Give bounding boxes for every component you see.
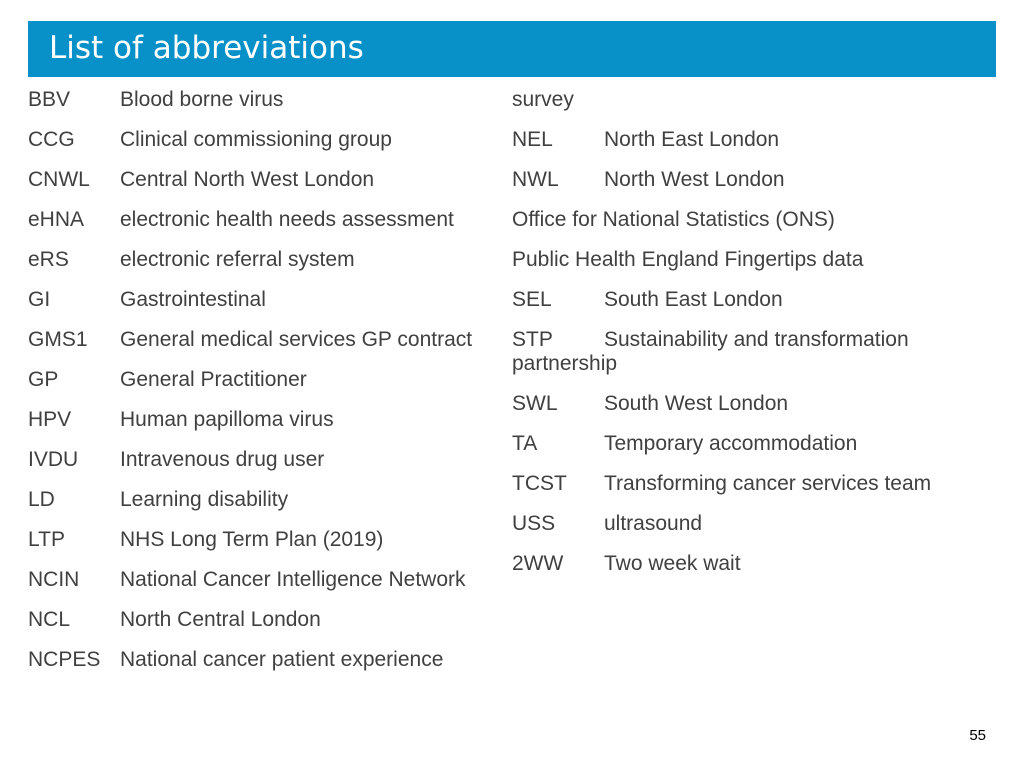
abbreviation-definition: South West London xyxy=(604,392,789,415)
abbreviation-term: TCST xyxy=(512,472,567,495)
abbreviation-entry xyxy=(512,392,988,416)
abbreviation-definition: electronic health needs assessment xyxy=(120,208,454,231)
abbreviation-definition: Gastrointestinal xyxy=(120,288,266,311)
abbreviation-term: NWL xyxy=(512,168,559,191)
abbreviation-entry xyxy=(512,512,988,536)
abbreviation-entry xyxy=(28,488,504,512)
abbreviation-entry xyxy=(28,648,504,672)
abbreviation-term: 2WW xyxy=(512,552,564,575)
abbreviation-entry xyxy=(512,168,988,192)
abbreviation-entry xyxy=(28,168,504,192)
abbreviation-term: SEL xyxy=(512,288,552,311)
abbreviation-entry xyxy=(28,288,504,312)
abbreviation-term: CNWL xyxy=(28,168,90,191)
abbreviation-definition: General Practitioner xyxy=(120,368,307,391)
abbreviation-term: GI xyxy=(28,288,51,311)
abbreviation-term: TA xyxy=(512,432,538,455)
abbreviation-definition: ultrasound xyxy=(604,512,703,535)
abbreviation-term: GMS1 xyxy=(28,328,88,351)
abbreviation-definition: Learning disability xyxy=(120,488,289,511)
abbreviation-term: eRS xyxy=(28,248,69,271)
abbreviation-definition: Public Health England Fingertips data xyxy=(512,248,864,271)
abbreviation-definition: Intravenous drug user xyxy=(120,448,325,471)
abbreviation-entry xyxy=(512,472,988,496)
abbreviation-entry xyxy=(28,408,504,432)
abbreviation-entry xyxy=(28,568,504,592)
abbreviation-entry xyxy=(512,88,988,112)
abbreviation-entry xyxy=(512,248,988,272)
abbreviation-definition: South East London xyxy=(604,288,783,311)
abbreviation-term: STP xyxy=(512,328,553,351)
abbreviation-term: HPV xyxy=(28,408,72,431)
abbreviation-entry xyxy=(28,448,504,472)
abbreviation-entry xyxy=(512,328,988,376)
abbreviation-definition: Two week wait xyxy=(604,552,741,575)
abbreviation-definition: Central North West London xyxy=(120,168,375,191)
abbreviation-entry xyxy=(28,128,504,152)
abbreviation-entry xyxy=(512,288,988,312)
abbreviation-entry xyxy=(512,432,988,456)
abbreviation-term: GP xyxy=(28,368,59,391)
abbreviation-entry xyxy=(512,552,988,576)
abbreviation-definition: National cancer patient experience xyxy=(120,648,444,671)
abbreviation-term: NCPES xyxy=(28,648,101,671)
abbreviation-entry xyxy=(28,88,504,112)
abbreviation-term: NEL xyxy=(512,128,553,151)
abbreviation-term: IVDU xyxy=(28,448,79,471)
abbreviation-entry xyxy=(28,608,504,632)
abbreviation-entry xyxy=(28,208,504,232)
abbreviation-definition: North East London xyxy=(604,128,780,151)
abbreviation-term: LD xyxy=(28,488,55,511)
abbreviation-entry xyxy=(512,128,988,152)
abbreviation-definition: Sustainability and transformation partnership xyxy=(512,328,909,375)
abbreviation-definition: Temporary accommodation xyxy=(604,432,858,455)
abbreviation-entry xyxy=(28,248,504,272)
abbreviation-definition: electronic referral system xyxy=(120,248,355,271)
page-number: 55 xyxy=(969,727,986,744)
abbreviations-left-column xyxy=(28,88,504,688)
abbreviation-definition: Transforming cancer services team xyxy=(604,472,932,495)
abbreviation-entry xyxy=(28,368,504,392)
abbreviation-term: CCG xyxy=(28,128,75,151)
abbreviation-definition: survey xyxy=(512,88,574,111)
abbreviation-definition: Blood borne virus xyxy=(120,88,284,111)
abbreviations-right-column xyxy=(512,88,988,592)
abbreviation-term: eHNA xyxy=(28,208,85,231)
abbreviation-term: NCL xyxy=(28,608,71,631)
title-bar xyxy=(28,21,996,77)
abbreviation-entry xyxy=(28,528,504,552)
abbreviation-definition: General medical services GP contract xyxy=(120,328,473,351)
abbreviation-definition: Human papilloma virus xyxy=(120,408,334,431)
abbreviation-definition: North West London xyxy=(604,168,785,191)
abbreviation-term: USS xyxy=(512,512,556,535)
abbreviation-definition: North Central London xyxy=(120,608,321,631)
abbreviation-term: LTP xyxy=(28,528,65,551)
abbreviation-definition: Clinical commissioning group xyxy=(120,128,392,151)
abbreviation-term: SWL xyxy=(512,392,558,415)
abbreviation-definition: Office for National Statistics (ONS) xyxy=(512,208,835,231)
abbreviation-entry xyxy=(512,208,988,232)
abbreviation-term: BBV xyxy=(28,88,71,111)
abbreviation-definition: NHS Long Term Plan (2019) xyxy=(120,528,384,551)
abbreviation-definition: National Cancer Intelligence Network xyxy=(120,568,466,591)
page-title: List of abbreviations xyxy=(49,30,364,66)
abbreviation-entry xyxy=(28,328,504,352)
abbreviation-term: NCIN xyxy=(28,568,80,591)
